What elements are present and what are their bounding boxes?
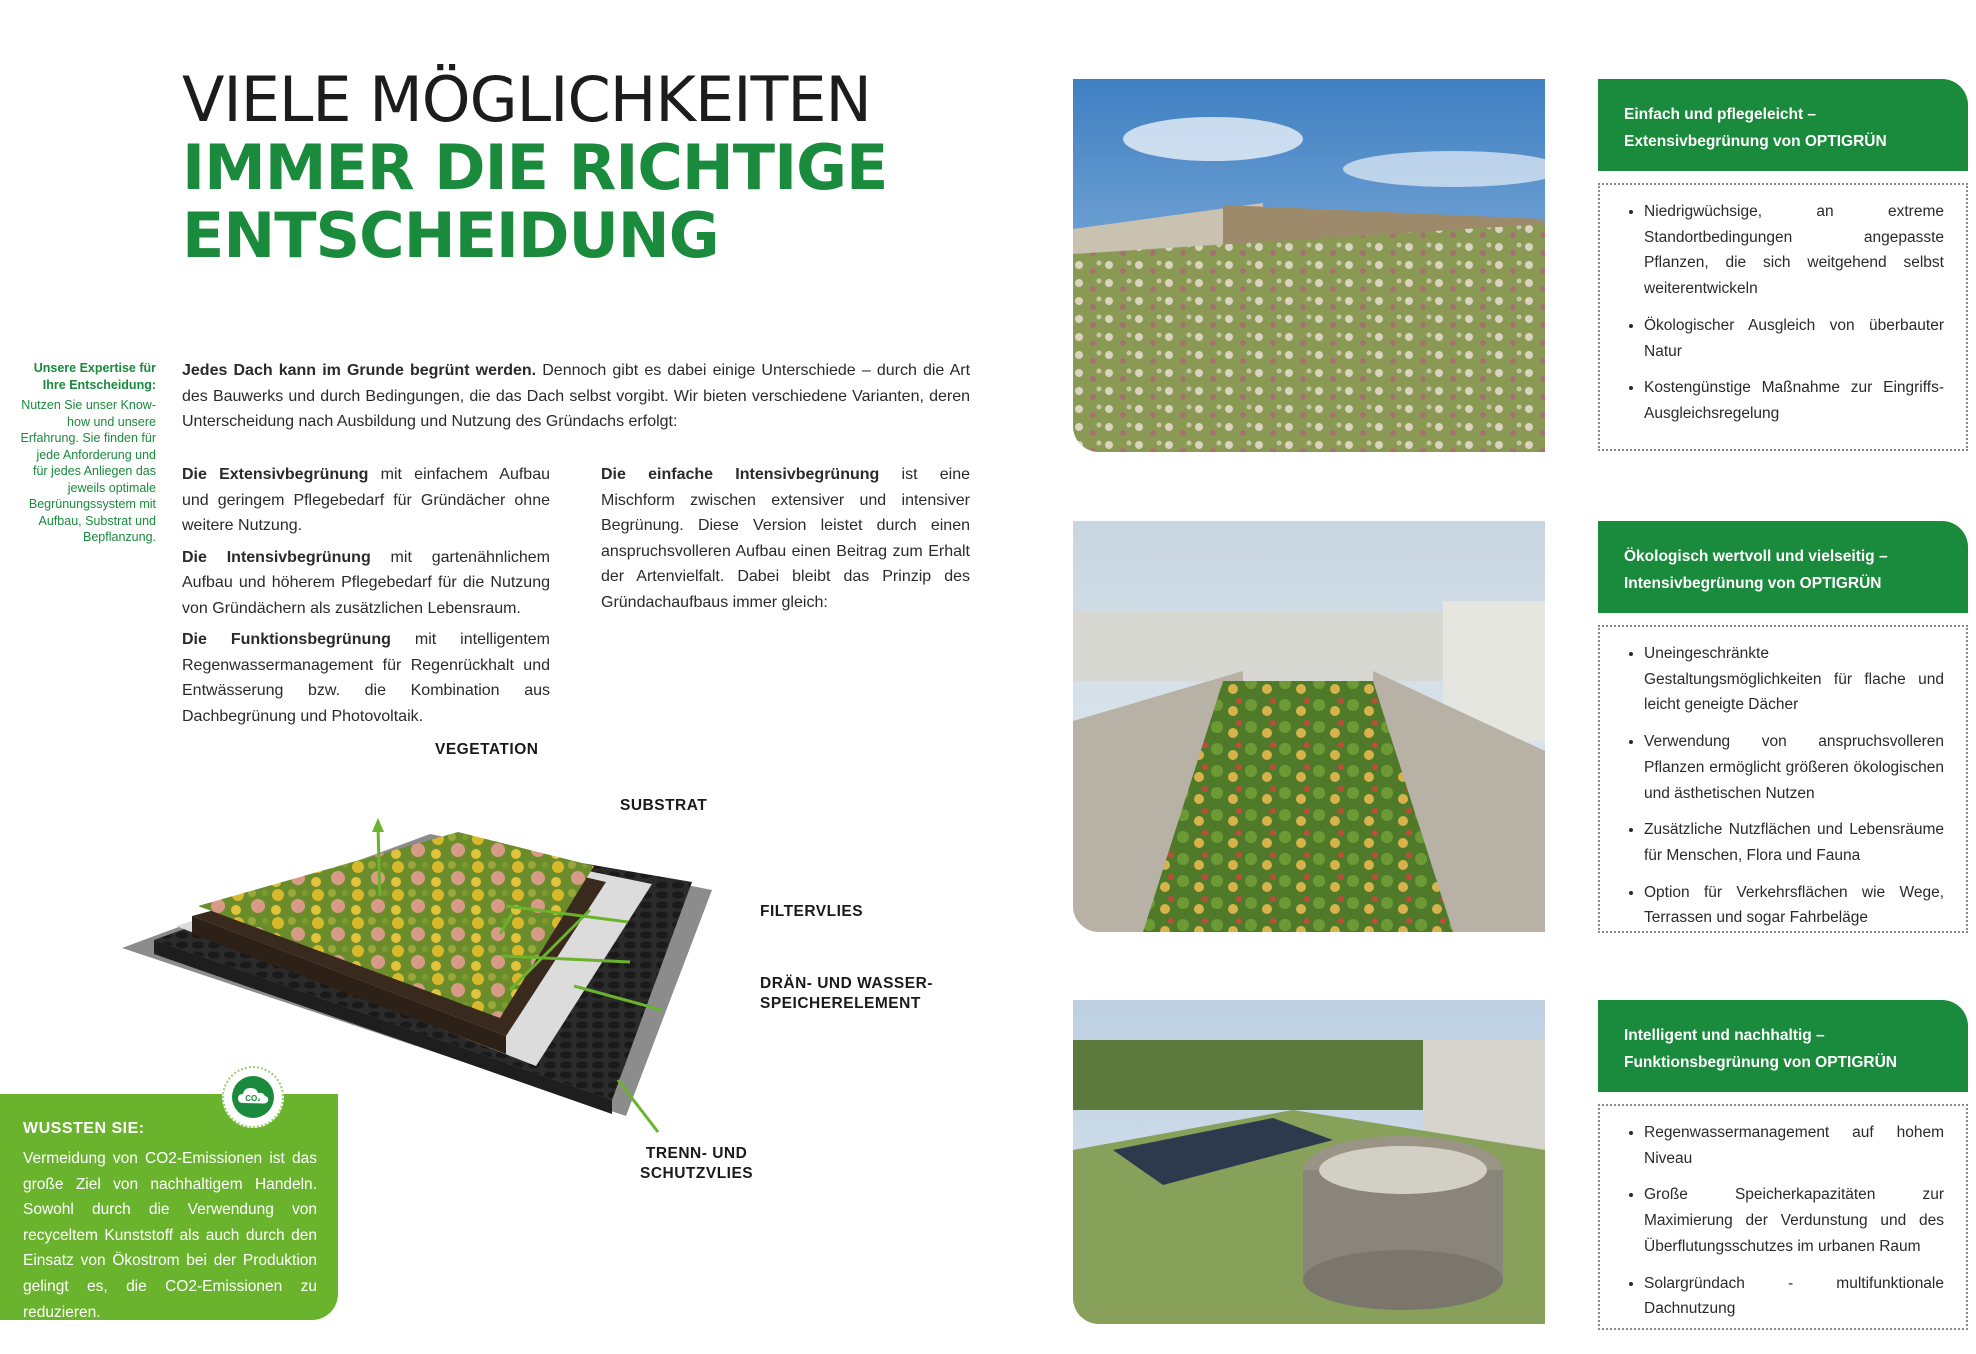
page-headline <box>182 63 888 272</box>
card-title-line-2: Extensivbegrünung von OPTIGRÜN <box>1624 133 1887 150</box>
info-card-extensive <box>1598 79 1968 451</box>
co2-icon-text: CO₂ <box>245 1094 261 1103</box>
text-column-right <box>601 462 970 621</box>
card-title-line-1: Einfach und pflegeleicht – <box>1624 106 1817 123</box>
did-you-know-box <box>0 1094 338 1320</box>
paragraph-lead: Die einfache Intensivbegrünung <box>601 466 880 483</box>
list-item: • Uneingeschränkte Gestaltungsmöglichkeiten für flache und leicht geneigte Dächer <box>1644 641 1944 718</box>
headline-line-2: IMMER DIE RICHTIGE <box>182 131 888 204</box>
headline-line-1: VIELE MÖGLICHKEITEN <box>182 63 871 136</box>
headline-line-3: ENTSCHEIDUNG <box>182 199 719 272</box>
list-item: • Ökologischer Ausgleich von überbauter Natur <box>1644 313 1944 364</box>
paragraph-lead: Die Intensivbegrünung <box>182 548 371 566</box>
list-item: • Solargründach - multifunktionale Dachnutzung <box>1644 1271 1944 1322</box>
list-item: • Regenwassermanagement auf hohem Niveau <box>1644 1120 1944 1171</box>
paragraph-extensive <box>182 462 550 539</box>
intro-lead: Jedes Dach kann im Grunde begrünt werden. <box>182 362 537 379</box>
card-body <box>1598 183 1968 451</box>
card-body <box>1598 1104 1968 1330</box>
label-drain-line-2: SPEICHERELEMENT <box>760 995 921 1012</box>
photo-function-roof <box>1073 1000 1545 1324</box>
card-list <box>1626 199 1944 427</box>
info-card-intensive <box>1598 521 1968 933</box>
label-trenn-line-2: SCHUTZVLIES <box>640 1165 754 1182</box>
card-title-line-1: Ökologisch wertvoll und vielseitig – <box>1624 548 1888 565</box>
card-list <box>1626 1120 1944 1322</box>
card-title-line-1: Intelligent und nachhaltig – <box>1624 1027 1825 1044</box>
paragraph-text: mit intelligentem Regenwassermanagement für Regenrückhalt und Entwässerung bzw. die Kombination aus Dachbegrünung und Photovoltaik. <box>182 631 551 725</box>
card-header <box>1598 79 1968 171</box>
paragraph-simple-intensive <box>601 462 970 615</box>
label-filtervlies: FILTERVLIES <box>760 903 864 920</box>
list-item: • Kostengünstige Maßnahme zur Eingriffs-Ausgleichsregelung <box>1644 375 1944 426</box>
intro-text: Dennoch gibt es dabei einige Unterschiede – durch die Art des Bauwerks und durch Bedingungen, die das Dach selbst vorgibt. Wir bieten verschiedene Varianten, deren Unterscheidung nach Ausbildung und Nutzung des Gründachs erfolgt: <box>182 362 971 430</box>
text-column-left <box>182 462 550 735</box>
label-vegetation: VEGETATION <box>435 741 539 758</box>
info-card-function <box>1598 1000 1968 1330</box>
card-header <box>1598 521 1968 613</box>
photo-extensive-roof <box>1073 79 1545 452</box>
list-item: • Verwendung von anspruchsvolleren Pflanzen ermöglicht größeren ökologischen und ästhetischen Nutzen <box>1644 729 1944 806</box>
paragraph-text: mit gartenähnlichem Aufbau und höherem Pflegebedarf für die Nutzung von Gründächern als zusätzlichen Lebensraum. <box>182 548 551 617</box>
paragraph-lead: Die Funktionsbegrünung <box>182 631 391 648</box>
co2-cloud-icon <box>222 1066 284 1128</box>
list-item: • Niedrigwüchsige, an extreme Standortbedingungen angepasste Pflanzen, die sich weitgehend selbst weiterentwickeln <box>1644 199 1944 302</box>
paragraph-intensive <box>182 545 550 622</box>
did-you-know-text: Vermeidung von CO2-Emissionen ist das große Ziel von nachhaltigem Handeln. Sowohl durch die Verwendung von recyceltem Kunststoff als auch durch den Einsatz von Ökostrom bei der Produktion gelingt es, die CO2-Emissionen zu reduzieren. <box>23 1150 317 1321</box>
card-header <box>1598 1000 1968 1092</box>
intro-paragraph <box>182 358 970 435</box>
paragraph-lead: Die Extensivbegrünung <box>182 466 369 483</box>
paragraph-text: ist eine Mischform zwischen extensiver und intensiver Begrünung. Diese Version leistet durch einen anspruchsvolleren Aufbau einen Beitrag zum Erhalt der Artenvielfalt. Dabei bleibt das Prinzip des Gründachaufbaus immer gleich: <box>601 466 970 611</box>
sidebar-title: Unsere Expertise für Ihre Entscheidung: <box>33 361 156 392</box>
paragraph-text: mit einfachem Aufbau und geringem Pflegebedarf für Gründächer ohne weitere Nutzung. <box>182 466 551 534</box>
card-title-line-2: Funktionsbegrünung von OPTIGRÜN <box>1624 1054 1897 1071</box>
photo-intensive-roof <box>1073 521 1545 932</box>
card-body <box>1598 625 1968 933</box>
card-list <box>1626 641 1944 931</box>
sidebar-note <box>20 360 156 546</box>
label-drain-line-1: DRÄN- UND WASSER- <box>760 975 933 992</box>
paragraph-function <box>182 627 550 729</box>
list-item: • Große Speicherkapazitäten zur Maximierung der Verdunstung und des Überflutungsschutzes im urbanen Raum <box>1644 1182 1944 1259</box>
label-trennvlies <box>640 1144 753 1184</box>
label-drain-element <box>760 974 933 1014</box>
did-you-know-title: WUSSTEN SIE: <box>23 1120 145 1137</box>
list-item: • Zusätzliche Nutzflächen und Lebensräume für Menschen, Flora und Fauna <box>1644 817 1944 868</box>
sidebar-text: Nutzen Sie unser Know-how und unsere Erfahrung. Sie finden für jede Anforderung und für jedes Anliegen das jeweils optimale Begrünungssystem mit Aufbau, Substrat und Bepflanzung. <box>20 398 156 544</box>
cloud-icon <box>232 1076 274 1118</box>
card-title-line-2: Intensivbegrünung von OPTIGRÜN <box>1624 575 1882 592</box>
label-substrat: SUBSTRAT <box>620 797 708 814</box>
label-trenn-line-1: TRENN- UND <box>645 1145 748 1162</box>
list-item: • Option für Verkehrsflächen wie Wege, Terrassen und sogar Fahrbeläge <box>1644 880 1944 931</box>
co2-icon-badge <box>232 1076 274 1118</box>
